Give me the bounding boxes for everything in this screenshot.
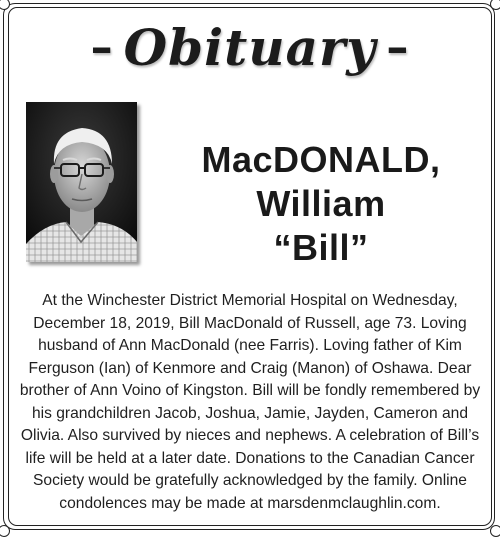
given-name: William bbox=[256, 183, 386, 224]
portrait-photo bbox=[26, 102, 137, 262]
heading-dash-right: – bbox=[386, 22, 410, 73]
nickname: “Bill” bbox=[273, 227, 369, 268]
corner-ornament-bottom-left bbox=[0, 525, 10, 537]
surname: MacDONALD, bbox=[201, 139, 441, 180]
corner-ornament-bottom-right bbox=[490, 525, 500, 537]
obituary-body: At the Winchester District Memorial Hospital on Wednesday, December 18, 2019, Bill MacDonald of Russell, age 73. Loving husband of Ann MacDonald (nee Farris). Loving father of Kim Ferguson (Ian) of Kenmore and Craig (Manon) of Oshawa. Dear brother of Ann Voino of Kingston. Bill will be fondly remembered by his grandchildren Jacob, Joshua, Jamie, Jayden, Cameron and Olivia. Also survived by nieces and nephews. A celebration of Bill’s life will be held at a later date. Donations to the Canadian Cancer Society would be gratefully acknowledged by the family. Online condolences may be made at marsdenmclaughlin.com. bbox=[19, 292, 481, 512]
heading-title: Obituary bbox=[123, 18, 377, 77]
portrait-image bbox=[26, 102, 137, 262]
obituary-heading bbox=[0, 8, 500, 88]
deceased-name bbox=[160, 138, 482, 270]
heading-dash-left: – bbox=[90, 22, 114, 73]
